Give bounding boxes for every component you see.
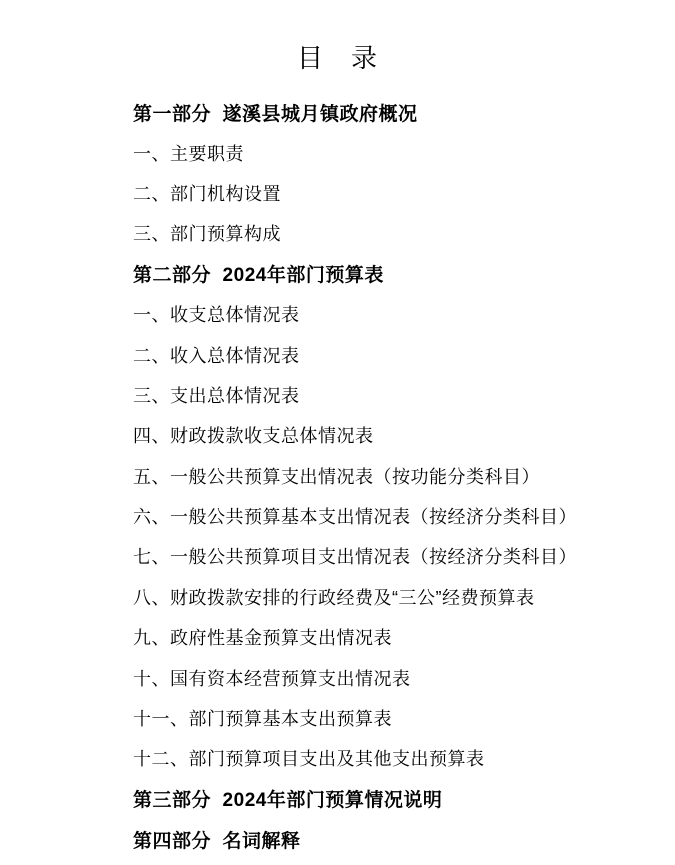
table-of-contents bbox=[0, 92, 675, 859]
toc-part-heading: 第三部分 2024年部门预算情况说明 bbox=[133, 790, 443, 812]
toc-item: 十一、部门预算基本支出预算表 bbox=[133, 709, 392, 730]
toc-item: 十二、部门预算项目支出及其他支出预算表 bbox=[133, 749, 485, 770]
page-title: 目 录 bbox=[296, 43, 378, 73]
toc-part-heading: 第二部分 2024年部门预算表 bbox=[133, 265, 384, 287]
toc-item: 一、收支总体情况表 bbox=[133, 305, 300, 326]
toc-item: 二、部门机构设置 bbox=[133, 183, 281, 204]
toc-item: 七、一般公共预算项目支出情况表（按经济分类科目） bbox=[133, 547, 577, 568]
toc-item: 二、收入总体情况表 bbox=[133, 345, 300, 366]
toc-item: 十、国有资本经营预算支出情况表 bbox=[133, 668, 411, 689]
toc-part-heading: 第四部分 名词解释 bbox=[133, 830, 301, 852]
toc-item: 九、政府性基金预算支出情况表 bbox=[133, 628, 392, 649]
toc-item: 一、主要职责 bbox=[133, 143, 244, 164]
toc-item: 五、一般公共预算支出情况表（按功能分类科目） bbox=[133, 466, 540, 487]
toc-item: 六、一般公共预算基本支出情况表（按经济分类科目） bbox=[133, 507, 577, 528]
toc-item: 三、部门预算构成 bbox=[133, 224, 281, 245]
toc-part-heading: 第一部分 遂溪县城月镇政府概况 bbox=[133, 103, 418, 125]
toc-item: 八、财政拨款安排的行政经费及“三公”经费预算表 bbox=[133, 587, 535, 608]
toc-item: 三、支出总体情况表 bbox=[133, 385, 300, 406]
toc-item: 四、财政拨款收支总体情况表 bbox=[133, 426, 374, 447]
